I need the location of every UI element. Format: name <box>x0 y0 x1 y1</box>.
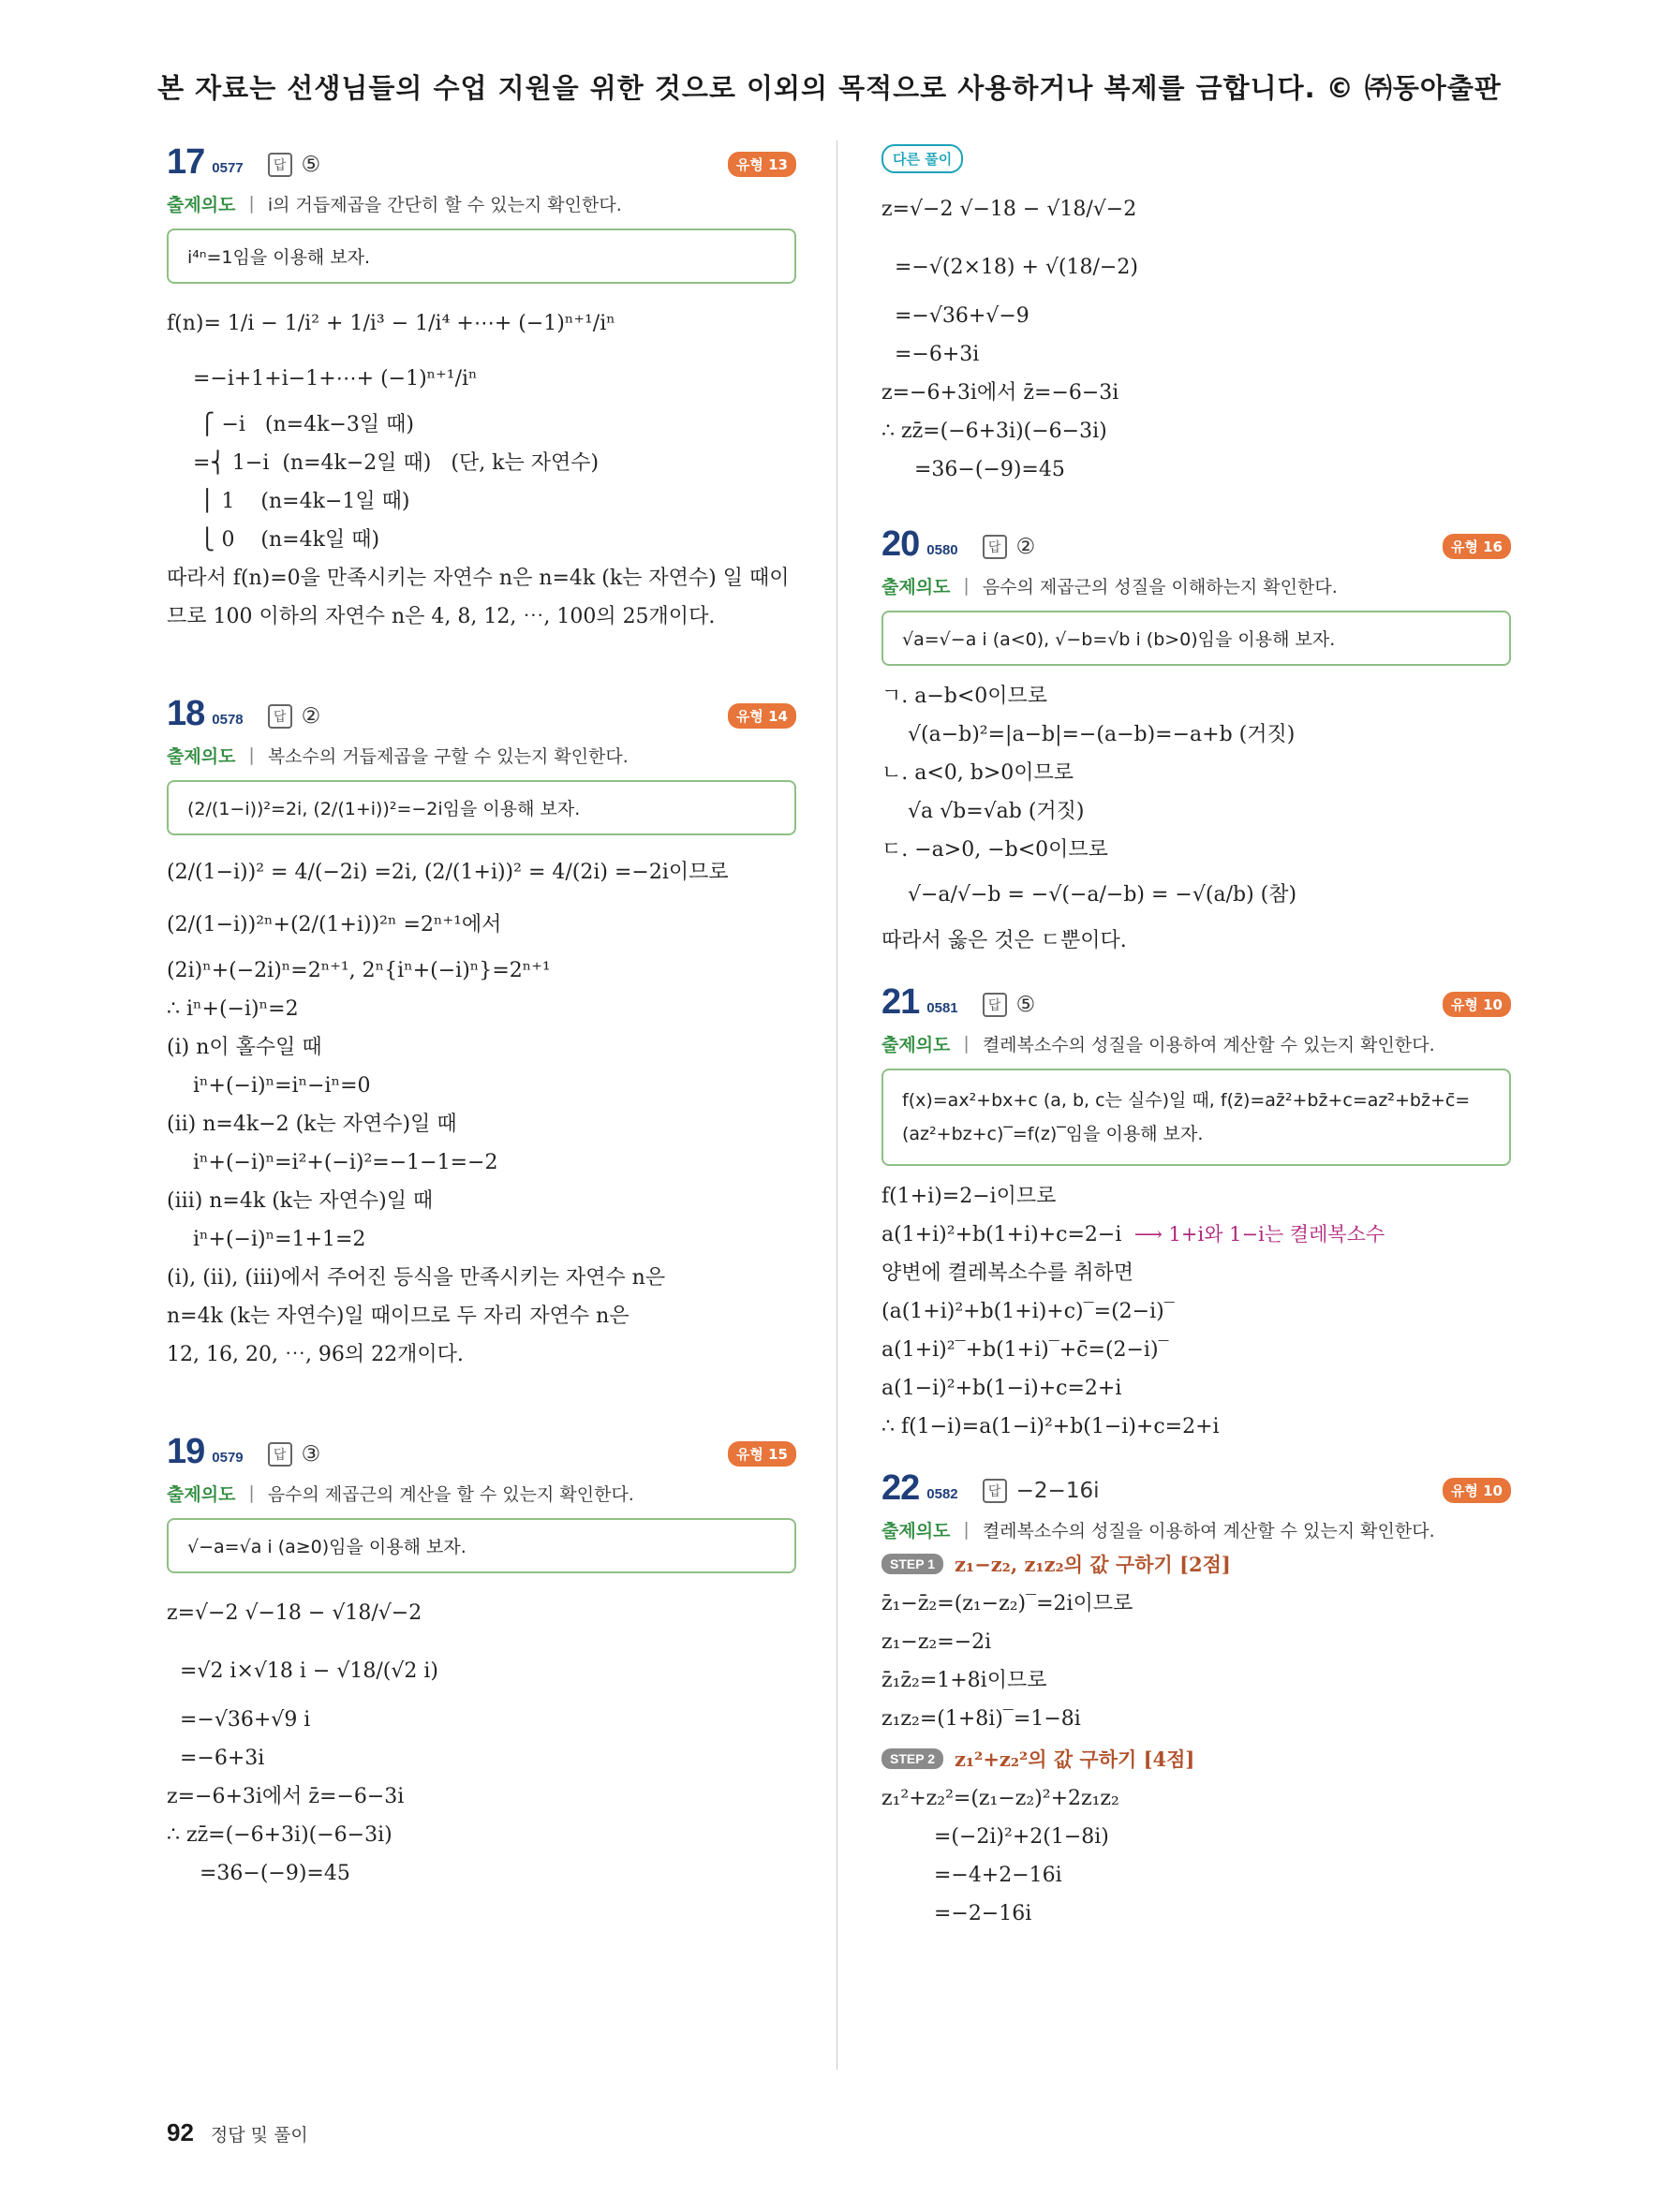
step-title: z₁²+z₂²의 값 구하기 [4점] <box>955 1747 1195 1771</box>
solution-line: =−√36+√−9 <box>881 304 1029 328</box>
solution-line: =−6+3i <box>881 343 980 366</box>
intent-text: 켤레복소수의 성질을 이용하여 계산할 수 있는지 확인한다. <box>982 1034 1435 1055</box>
problem-code: 0578 <box>212 711 244 728</box>
problem-number: 22 <box>881 1467 920 1508</box>
solution-line: z₁z₂=(1+8i)‾=1−8i <box>881 1707 1081 1731</box>
solution-line: ∴ iⁿ+(−i)ⁿ=2 <box>167 997 299 1021</box>
intent-text: i의 거듭제곱을 간단히 할 수 있는지 확인한다. <box>267 194 622 215</box>
solution-lines <box>167 847 796 1374</box>
answer-value: ③ <box>301 1442 321 1467</box>
problem-header <box>881 1467 1511 1510</box>
intent-label: 출제의도 <box>167 194 236 215</box>
solution-line: f(n)= 1/i − 1/i² + 1/i³ − 1/i⁴ +⋯+ (−1)ⁿ⁺¹/iⁿ <box>167 312 615 335</box>
solution-line: =−6+3i <box>167 1747 265 1770</box>
type-badge: 유형 15 <box>728 1441 796 1467</box>
answer-icon: 답 <box>268 1442 292 1467</box>
solution-line: ㄱ. a−b<0이므로 <box>881 685 1048 708</box>
solution-line: √(a−b)²=|a−b|=−(a−b)=−a+b (거짓) <box>881 723 1296 746</box>
problem-21 <box>881 981 1511 1446</box>
type-badge: 유형 10 <box>1443 1478 1511 1503</box>
answer-icon: 답 <box>268 153 292 177</box>
answer-value: ⑤ <box>301 153 321 177</box>
problem-code: 0581 <box>926 999 958 1016</box>
solution-line: =−4+2−16i <box>881 1864 1062 1887</box>
solution-line: iⁿ+(−i)ⁿ=1+1=2 <box>167 1228 366 1251</box>
solution-line: iⁿ+(−i)ⁿ=iⁿ−iⁿ=0 <box>167 1074 371 1098</box>
answer-icon: 답 <box>983 993 1007 1017</box>
solution-line: (2/(1−i))²ⁿ+(2/(1+i))²ⁿ =2ⁿ⁺¹에서 <box>167 913 502 936</box>
solution-line: =−√36+√9 i <box>167 1708 311 1732</box>
solution-lines <box>167 295 796 636</box>
answer-value: −2−16i <box>1015 1479 1100 1503</box>
solution-line: (2i)ⁿ+(−2i)ⁿ=2ⁿ⁺¹, 2ⁿ{iⁿ+(−i)ⁿ}=2ⁿ⁺¹ <box>167 959 551 982</box>
solution-line: iⁿ+(−i)ⁿ=i²+(−i)²=−1−1=−2 <box>167 1151 498 1174</box>
separator: | <box>248 1482 255 1503</box>
solution-line: z=−6+3i에서 z̄=−6−3i <box>167 1785 405 1808</box>
problem-number: 17 <box>167 141 205 182</box>
solution-line: ∴ zz̄=(−6+3i)(−6−3i) <box>167 1823 393 1847</box>
problem-number: 19 <box>167 1431 205 1471</box>
solution-line: z=√−2 √−18 − √18/√−2 <box>881 198 1137 221</box>
solution-line: =−i+1+i−1+⋯+ (−1)ⁿ⁺¹/iⁿ <box>167 367 478 391</box>
separator: | <box>963 1033 970 1054</box>
alternate-solution-badge: 다른 풀이 <box>881 144 963 173</box>
solution-line: (ⅲ) n=4k (k는 자연수)일 때 <box>167 1189 434 1213</box>
intent-text: 음수의 제곱근의 계산을 할 수 있는지 확인한다. <box>267 1483 634 1505</box>
intent-row <box>881 1515 1511 1543</box>
solution-line: (ⅰ) n이 홀수일 때 <box>167 1036 322 1059</box>
step-title: z₁−z₂, z₁z₂의 값 구하기 [2점] <box>955 1553 1231 1576</box>
solution-line: a(1−i)²+b(1−i)+c=2+i <box>881 1377 1122 1400</box>
intent-row <box>881 1029 1511 1057</box>
intent-label: 출제의도 <box>881 576 951 597</box>
solution-line: z=−6+3i에서 z̄=−6−3i <box>881 381 1119 405</box>
solution-line: ⎪ 1 (n=4k−1일 때) <box>167 490 410 513</box>
intent-text: 켤레복소수의 성질을 이용하여 계산할 수 있는지 확인한다. <box>982 1520 1435 1541</box>
hint-box: √−a=√a i (a≥0)임을 이용해 보자. <box>167 1518 796 1573</box>
solution-line: z̄₁−z̄₂=(z₁−z₂)‾=2i이므로 <box>881 1592 1133 1615</box>
answer-icon: 답 <box>268 704 292 729</box>
problem-header <box>167 1430 796 1473</box>
hint-box: i⁴ⁿ=1임을 이용해 보자. <box>167 229 796 284</box>
intent-label: 출제의도 <box>881 1034 951 1055</box>
solution-line: (a(1+i)²+b(1+i)+c)‾=(2−i)‾ <box>881 1300 1175 1323</box>
problem-code: 0577 <box>212 159 244 176</box>
solution-line: =√2 i×√18 i − √18/(√2 i) <box>167 1659 438 1683</box>
problem-header <box>167 692 796 735</box>
hint-box: f(x)=ax²+bx+c (a, b, c는 실수)일 때, f(z̄)=az̄²+bz̄+c=az²̄+bz̄+c̄=(az²+bz+c)‾=f(z)‾임을 이용해 보자. <box>881 1069 1511 1166</box>
problem-header <box>167 140 796 184</box>
problem-20 <box>881 523 1511 960</box>
solution-line: √−a/√−b = −√(−a/−b) = −√(a/b) (참) <box>881 883 1297 907</box>
solution-lines <box>881 677 1511 960</box>
problem-header <box>881 523 1511 566</box>
solution-lines <box>881 1177 1511 1446</box>
answer-value: ② <box>1015 535 1036 559</box>
intent-text: 음수의 제곱근의 성질을 이해하는지 확인한다. <box>982 576 1338 597</box>
problem-22 <box>881 1467 1511 1933</box>
step-badge: STEP 2 <box>881 1748 943 1769</box>
solution-line: z₁²+z₂²=(z₁−z₂)²+2z₁z₂ <box>881 1787 1119 1810</box>
problem-19 <box>167 1430 796 1893</box>
page-number: 92 <box>167 2118 194 2146</box>
intent-label: 출제의도 <box>881 1520 951 1541</box>
problem-code: 0582 <box>926 1485 958 1502</box>
right-column <box>881 140 1511 1933</box>
type-badge: 유형 14 <box>728 703 796 729</box>
problem-number: 21 <box>881 981 920 1022</box>
alternate-solution <box>881 140 1511 489</box>
solution-line-text: a(1+i)²+b(1+i)+c=2−i <box>881 1223 1122 1246</box>
type-badge: 유형 10 <box>1443 992 1511 1017</box>
intent-row <box>881 571 1511 599</box>
solution-line: =⎨ 1−i (n=4k−2일 때) (단, k는 자연수) <box>167 451 600 475</box>
annotation-text: 1+i와 1−i는 켤레복소수 <box>1168 1223 1385 1246</box>
solution-line: =−2−16i <box>881 1902 1032 1925</box>
solution-line: n=4k (k는 자연수)일 때이므로 두 자리 자연수 n은 <box>167 1305 630 1328</box>
step-1-row <box>881 1543 1511 1585</box>
problem-17 <box>167 140 796 636</box>
solution-lines <box>881 181 1511 489</box>
solution-line: ∴ f(1−i)=a(1−i)²+b(1−i)+c=2+i <box>881 1415 1220 1438</box>
solution-lines <box>881 1585 1511 1738</box>
type-badge: 유형 13 <box>728 152 796 177</box>
footer-label: 정답 및 풀이 <box>210 2125 308 2146</box>
intent-label: 출제의도 <box>167 1483 236 1505</box>
problem-header <box>881 981 1511 1024</box>
problem-18 <box>167 692 796 1374</box>
intent-row <box>167 741 796 769</box>
intent-row <box>167 1479 796 1507</box>
solution-line: z₁−z₂=−2i <box>881 1630 992 1654</box>
solution-line: (ⅱ) n=4k−2 (k는 자연수)일 때 <box>167 1113 457 1136</box>
answer-value: ② <box>301 704 321 729</box>
separator: | <box>248 193 255 214</box>
copyright-banner: 본 자료는 선생님들의 수업 지원을 위한 것으로 이외의 목적으로 사용하거나 복제를 금합니다. © ㈜동아출판 <box>157 72 1502 104</box>
separator: | <box>963 1519 970 1540</box>
conjugate-annotation: ⟶ 1+i와 1−i는 켤레복소수 <box>1121 1223 1385 1246</box>
step-badge: STEP 1 <box>881 1554 943 1574</box>
solution-line: 따라서 옳은 것은 ㄷ뿐이다. <box>881 929 1127 952</box>
answer-icon: 답 <box>983 535 1007 559</box>
solution-line: =−√(2×18) + √(18/−2) <box>881 256 1138 279</box>
problem-code: 0580 <box>926 541 958 558</box>
intent-label: 출제의도 <box>167 745 236 767</box>
solution-line: z=√−2 √−18 − √18/√−2 <box>167 1601 422 1625</box>
solution-line: (ⅰ), (ⅱ), (ⅲ)에서 주어진 등식을 만족시키는 자연수 n은 <box>167 1266 666 1290</box>
solution-line <box>881 1216 1511 1254</box>
type-badge: 유형 16 <box>1443 534 1511 559</box>
problem-code: 0579 <box>212 1449 244 1466</box>
solution-line: 양변에 켤레복소수를 취하면 <box>881 1261 1134 1285</box>
solution-line: =(−2i)²+2(1−8i) <box>881 1825 1109 1849</box>
answer-value: ⑤ <box>1015 993 1036 1017</box>
answer-icon: 답 <box>983 1479 1007 1503</box>
solution-line: ㄷ. −a>0, −b<0이므로 <box>881 838 1108 862</box>
hint-box: √a=√−a i (a<0), √−b=√b i (b>0)임을 이용해 보자. <box>881 611 1511 666</box>
solution-line: √a √b=√ab (거짓) <box>881 800 1085 823</box>
solution-line: =36−(−9)=45 <box>167 1862 350 1885</box>
problem-number: 20 <box>881 524 920 564</box>
solution-line: ⎧ −i (n=4k−3일 때) <box>167 413 414 436</box>
conclusion-text: 따라서 f(n)=0을 만족시키는 자연수 n은 n=4k (k는 자연수) 일 때이므로 100 이하의 자연수 n은 4, 8, 12, ⋯, 100의 25개이다. <box>167 567 790 628</box>
solution-line: 12, 16, 20, ⋯, 96의 22개이다. <box>167 1343 464 1366</box>
solution-line: ∴ zz̄=(−6+3i)(−6−3i) <box>881 420 1107 443</box>
left-column <box>167 140 796 1893</box>
page-footer <box>167 2118 308 2147</box>
solution-line: a(1+i)²‾+b(1+i)‾+c̄=(2−i)‾ <box>881 1338 1169 1362</box>
solution-line: =36−(−9)=45 <box>881 458 1065 481</box>
solution-line: ㄴ. a<0, b>0이므로 <box>881 761 1074 785</box>
hint-box: (2/(1−i))²=2i, (2/(1+i))²=−2i임을 이용해 보자. <box>167 780 796 835</box>
intent-row <box>167 189 796 217</box>
problem-number: 18 <box>167 693 205 733</box>
step-2-row <box>881 1738 1511 1779</box>
separator: | <box>248 745 255 765</box>
solution-line: f(1+i)=2−i이므로 <box>881 1185 1057 1208</box>
intent-text: 복소수의 거듭제곱을 구할 수 있는지 확인한다. <box>267 745 629 767</box>
solution-line: (2/(1−i))² = 4/(−2i) =2i, (2/(1+i))² = 4/(2i) =−2i이므로 <box>167 861 729 884</box>
solution-line: ⎩ 0 (n=4k일 때) <box>167 528 380 552</box>
solution-lines <box>881 1779 1511 1933</box>
separator: | <box>963 575 970 596</box>
solution-lines <box>167 1585 796 1893</box>
solution-line: z̄₁z̄₂=1+8i이므로 <box>881 1669 1047 1692</box>
